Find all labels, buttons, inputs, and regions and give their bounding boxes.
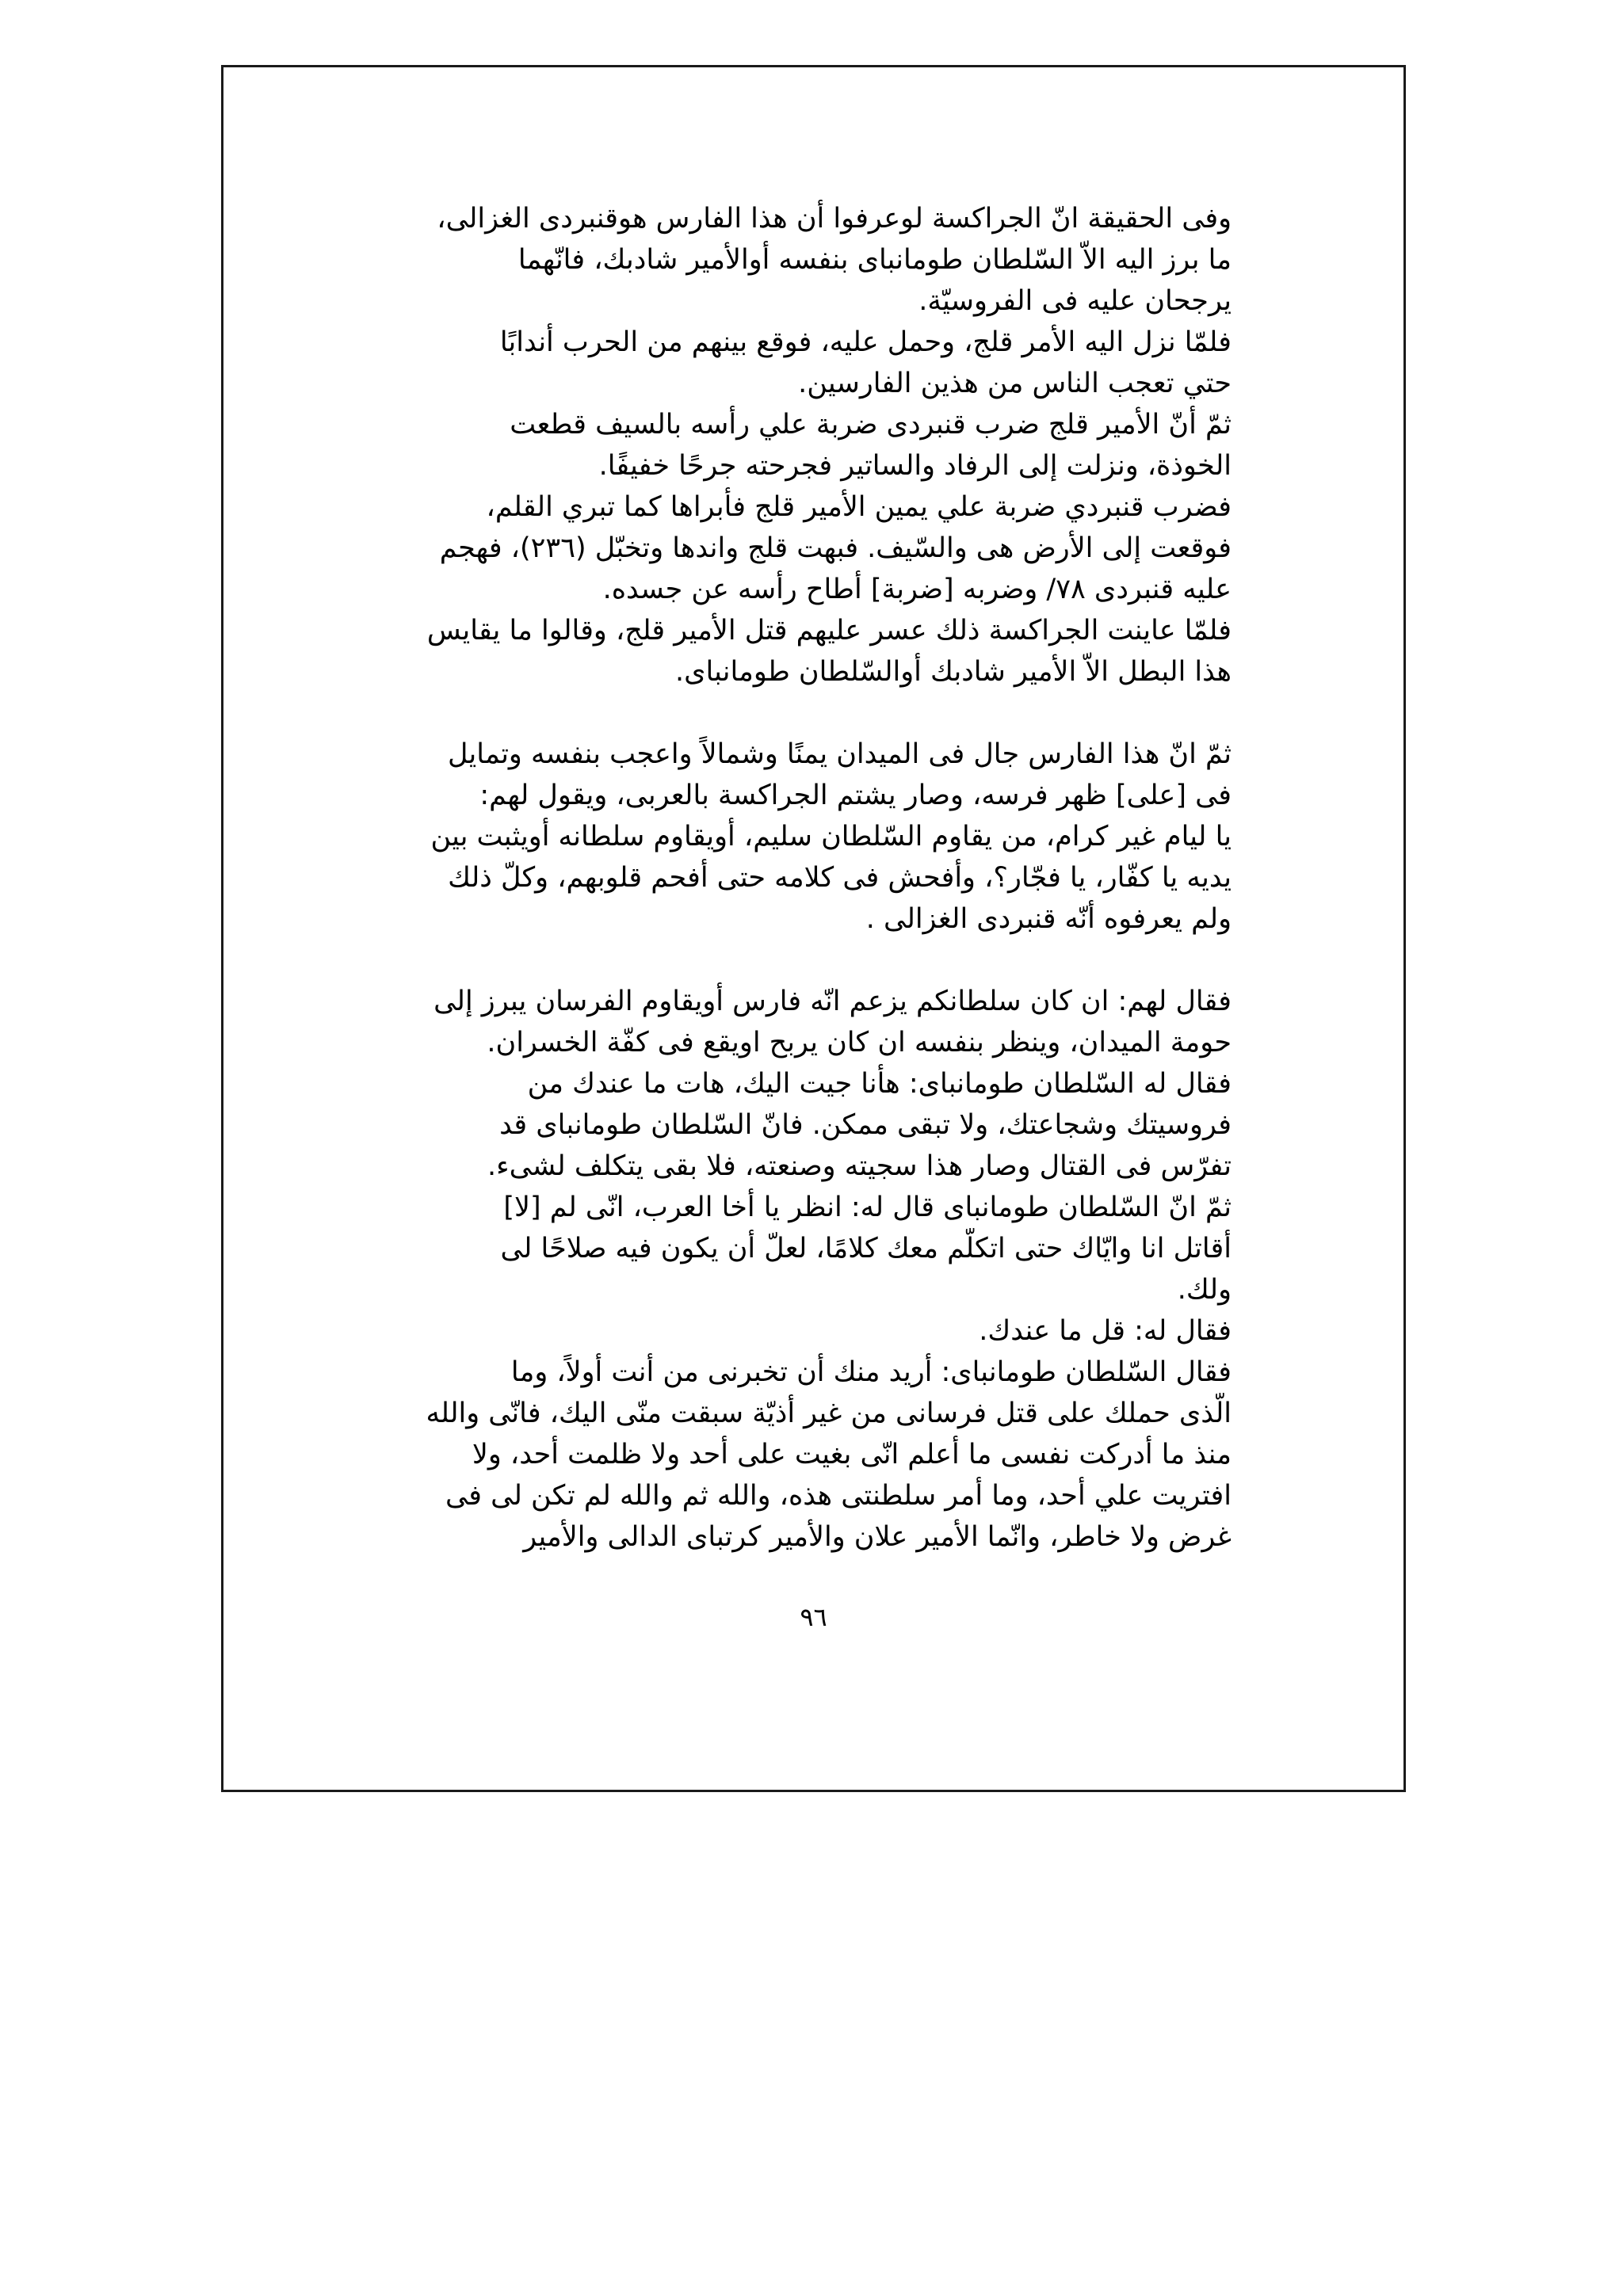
page-frame xyxy=(221,65,1406,1792)
text-line: ولك. xyxy=(1177,1274,1232,1306)
text-line: فوقعت إلى الأرض هى والسّيف. فبهت قلج واندها وتخبّل (٢٣٦)، فهجم xyxy=(439,532,1232,564)
text-line: فقال له: قل ما عندك. xyxy=(979,1315,1232,1347)
text-line: فضرب قنبردي ضربة علي يمين الأمير قلج فأبراها كما تبري القلم، xyxy=(486,491,1232,523)
text-line: منذ ما أدركت نفسى ما أعلم انّى بغيت على أحد ولا ظلمت أحد، ولا xyxy=(472,1439,1232,1470)
text-line: وفى الحقيقة انّ الجراكسة لوعرفوا أن هذا الفارس هوقنبردى الغزالى، xyxy=(437,203,1232,235)
text-line: فلمّا نزل اليه الأمر قلج، وحمل عليه، فوقع بينهم من الحرب أندابًا xyxy=(499,326,1232,358)
page-number: ٩٦ xyxy=(800,1602,827,1632)
text-line: ثمّ انّ هذا الفارس جال فى الميدان يمنًا وشمالاً واعجب بنفسه وتمايل xyxy=(448,738,1232,770)
text-line: يرجحان عليه فى الفروسيّة. xyxy=(918,285,1232,317)
text-line: يا ليام غير كرام، من يقاوم السّلطان سليم، أويقاوم سلطانه أويثبت بين xyxy=(430,821,1232,852)
text-line: حتي تعجب الناس من هذين الفارسين. xyxy=(798,368,1232,399)
paragraph xyxy=(398,981,1232,1558)
text-line: ثمّ انّ السّلطان طومانباى قال له: انظر يا أخا العرب، انّى لم [لا] xyxy=(503,1192,1232,1223)
text-line: فى [على] ظهر فرسه، وصار يشتم الجراكسة بالعربى، ويقول لهم: xyxy=(479,780,1232,811)
text-line: عليه قنبردى ٧٨/ وضربه [ضربة] أطاح رأسه عن جسده. xyxy=(602,574,1232,605)
paragraph xyxy=(398,198,1232,692)
text-line: الخوذة، ونزلت إلى الرفاد والساتير فجرحته جرحًا خفيفًا. xyxy=(598,450,1232,482)
text-line: فلمّا عاينت الجراكسة ذلك عسر عليهم قتل الأمير قلج، وقالوا ما يقايس xyxy=(426,615,1232,646)
text-line: افتريت علي أحد، وما أمر سلطنتى هذه، والله ثم والله لم تكن لى فى xyxy=(445,1480,1232,1512)
text-line: ما برز اليه الاّ السّلطان طومانباى بنفسه أوالأمير شادبك، فانّهما xyxy=(517,244,1232,276)
paragraph xyxy=(398,734,1232,940)
text-line: حومة الميدان، وينظر بنفسه ان كان يربح اويقع فى كفّة الخسران. xyxy=(487,1027,1232,1058)
page-body xyxy=(398,198,1232,1558)
text-line: الّذى حملك على قتل فرسانى من غير أذيّة سبقت منّى اليك، فانّى والله xyxy=(426,1398,1232,1429)
text-line: فقال له السّلطان طومانباى: هأنا جيت اليك، هات ما عندك من xyxy=(527,1068,1232,1100)
text-line: ثمّ أنّ الأمير قلج ضرب قنبردى ضربة علي رأسه بالسيف قطعت xyxy=(510,409,1232,441)
text-line: ولم يعرفوه أنّه قنبردى الغزالى . xyxy=(865,903,1232,935)
text-line: يديه يا كفّار، يا فجّار؟، وأفحش فى كلامه حتى أفحم قلوبهم، وكلّ ذلك xyxy=(448,862,1232,894)
text-line: فقال لهم: ان كان سلطانكم يزعم انّه فارس أويقاوم الفرسان يبرز إلى xyxy=(433,986,1232,1017)
text-line: فقال السّلطان طومانباى: أريد منك أن تخبرنى من أنت أولاً، وما xyxy=(510,1356,1232,1388)
text-line: فروسيتك وشجاعتك، ولا تبقى ممكن. فانّ السّلطان طومانباى قد xyxy=(499,1109,1232,1141)
text-line: تفرّس فى القتال وصار هذا سجيته وصنعته، فلا بقى يتكلف لشىء. xyxy=(487,1150,1232,1182)
text-line: أقاتل انا وايّاك حتى اتكلّم معك كلامًا، لعلّ أن يكون فيه صلاحًا لى xyxy=(500,1233,1232,1264)
text-line: غرض ولا خاطر، وانّما الأمير علان والأمير كرتباى الدالى والأمير xyxy=(523,1521,1232,1553)
text-line: هذا البطل الاّ الأمير شادبك أوالسّلطان طومانباى. xyxy=(674,656,1232,688)
